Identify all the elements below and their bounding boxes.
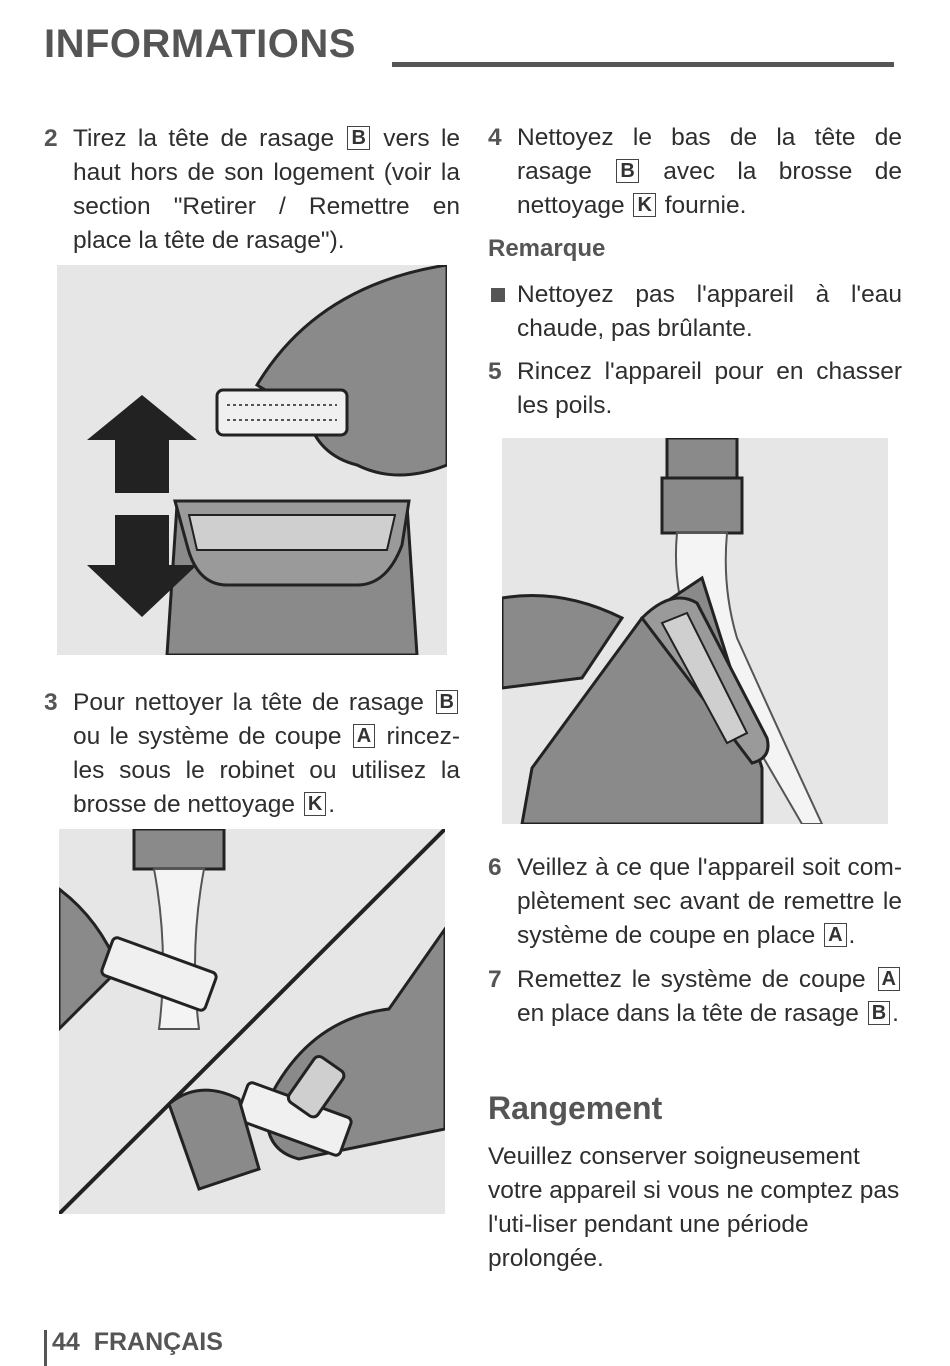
step-2 bbox=[44, 122, 460, 258]
step-number: 6 bbox=[488, 854, 502, 881]
part-label-a: A bbox=[878, 967, 900, 991]
shaver-remove-illustration bbox=[57, 265, 447, 655]
footer-bar bbox=[44, 1330, 47, 1366]
remark-title: Remarque bbox=[488, 235, 606, 262]
storage-section-title: Rangement bbox=[488, 1090, 663, 1126]
step-7 bbox=[488, 963, 902, 1031]
remark-bullet bbox=[488, 278, 902, 346]
part-label-k: K bbox=[304, 792, 326, 816]
part-label-b: B bbox=[868, 1001, 890, 1025]
figure-remove-shaving-head bbox=[57, 265, 447, 655]
step-number: 4 bbox=[488, 124, 502, 151]
header-rule bbox=[392, 62, 894, 67]
page-number: 44 bbox=[52, 1328, 80, 1356]
square-bullet-icon bbox=[491, 288, 505, 302]
step-text: Veillez à ce que l'appareil soit com-plètement sec avant de remettre le système de coupe en place A . bbox=[517, 854, 902, 949]
figure-rinse-and-brush bbox=[59, 829, 445, 1214]
rinse-brush-illustration bbox=[59, 829, 445, 1214]
part-label-b: B bbox=[616, 159, 638, 183]
step-6 bbox=[488, 851, 902, 953]
step-text: Pour nettoyer la tête de rasage B ou le système de coupe A rincez-les sous le robinet ou utilisez la brosse de nettoyage K . bbox=[73, 689, 460, 818]
step-number: 7 bbox=[488, 966, 502, 993]
remark-text: Nettoyez pas l'appareil à l'eau chaude, pas brûlante. bbox=[517, 281, 902, 342]
step-number: 3 bbox=[44, 689, 58, 716]
step-text: Tirez la tête de rasage B vers le haut hors de son logement (voir la section "Retirer / Remettre en place la tête de rasage"). bbox=[73, 125, 461, 254]
storage-paragraph: Veuillez conserver soigneusement votre appareil si vous ne comptez pas l'uti-liser pendant une période prolongée. bbox=[488, 1143, 900, 1272]
page-header bbox=[44, 18, 894, 74]
part-label-b: B bbox=[347, 126, 369, 150]
step-number: 2 bbox=[44, 125, 58, 152]
step-3 bbox=[44, 686, 460, 822]
step-text: Remettez le système de coupe A en place dans la tête de rasage B . bbox=[517, 966, 899, 1027]
footer-language: FRANÇAIS bbox=[93, 1328, 223, 1356]
step-text: Rincez l'appareil pour en chasser les poils. bbox=[517, 358, 902, 419]
step-text: Nettoyez le bas de la tête de rasage B avec la brosse de nettoyage K fournie. bbox=[517, 124, 902, 219]
footer-text bbox=[52, 1328, 223, 1357]
part-label-k: K bbox=[633, 193, 655, 217]
part-label-a: A bbox=[353, 724, 375, 748]
step-4 bbox=[488, 121, 902, 223]
step-5 bbox=[488, 355, 902, 423]
step-number: 5 bbox=[488, 358, 502, 385]
header-title: INFORMATIONS bbox=[44, 22, 356, 66]
rinse-head-illustration bbox=[502, 438, 888, 824]
figure-rinse-head-bottom bbox=[502, 438, 888, 824]
part-label-a: A bbox=[824, 923, 846, 947]
part-label-b: B bbox=[436, 690, 458, 714]
